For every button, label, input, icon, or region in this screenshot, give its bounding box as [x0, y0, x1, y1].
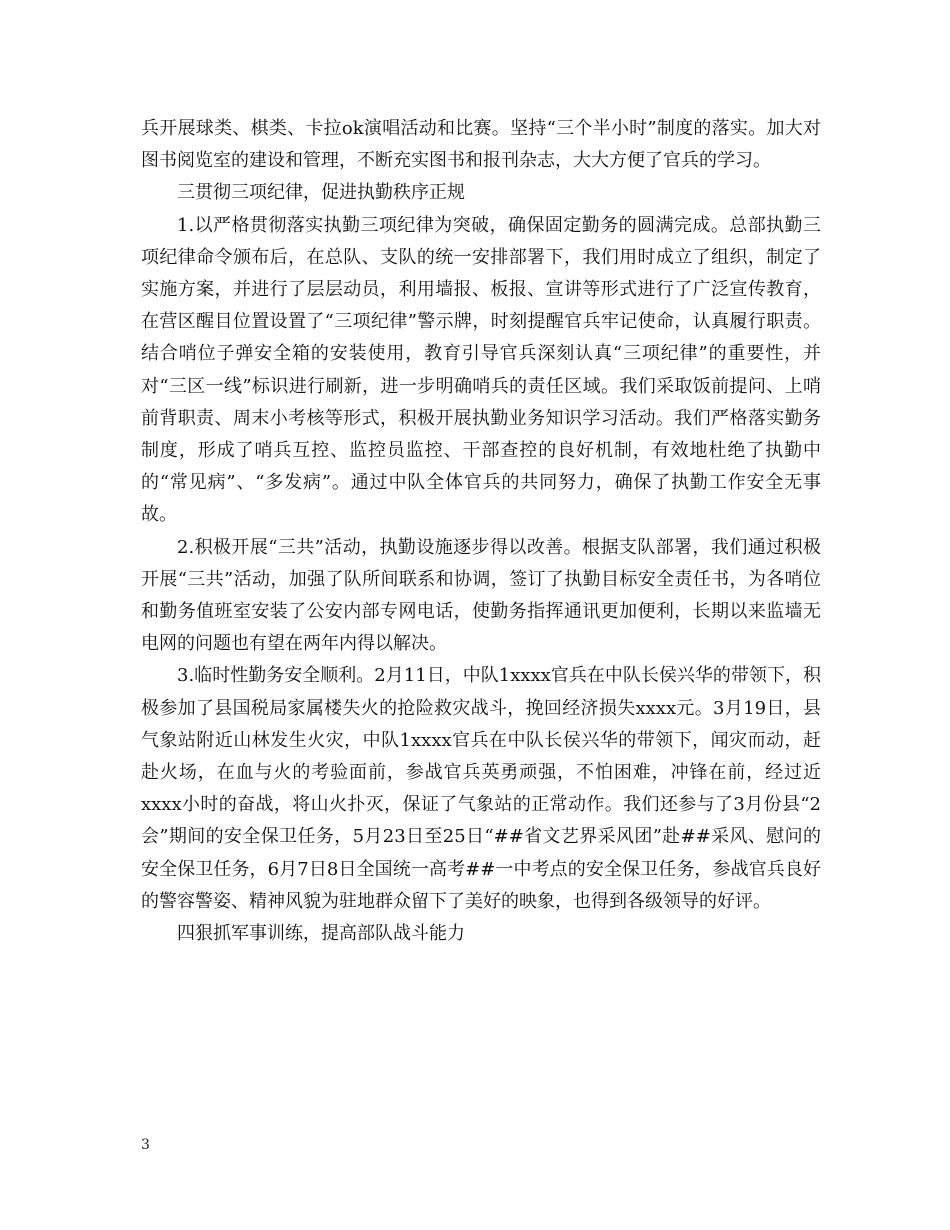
- document-body: [141, 113, 821, 950]
- body-paragraph: 1.以严格贯彻落实执勤三项纪律为突破，确保固定勤务的圆满完成。总部执勤三项纪律命令颁布后，在总队、支队的统一安排部署下，我们用时成立了组织，制定了实施方案，并进行了层层动员，利用墙报、板报、宣讲等形式进行了广泛宣传教育，在营区醒目位置设置了“三项纪律”警示牌，时刻提醒官兵牢记使命，认真履行职责。结合哨位子弹安全箱的安装使用，教育引导官兵深刻认真“三项纪律”的重要性，并对“三区一线”标识进行刷新，进一步明确哨兵的责任区域。我们采取饭前提问、上哨前背职责、周末小考核等形式，积极开展执勤业务知识学习活动。我们严格落实勤务制度，形成了哨兵互控、监控员监控、干部查控的良好机制，有效地杜绝了执勤中的“常见病”、“多发病”。通过中队全体官兵的共同努力，确保了执勤工作安全无事故。: [141, 214, 821, 526]
- paragraph-continuation: 兵开展球类、棋类、卡拉ok演唱活动和比赛。坚持“三个半小时”制度的落实。加大对图书阅览室的建设和管理，不断充实图书和报刊杂志，大大方便了官兵的学习。: [141, 118, 821, 172]
- section-heading: 三贯彻三项纪律，促进执勤秩序正规: [177, 182, 465, 204]
- body-paragraph: 2.积极开展“三共”活动，执勤设施逐步得以改善。根据支队部署，我们通过积极开展“三共”活动，加强了队所间联系和协调，签订了执勤目标安全责任书，为各哨位和勤务值班室安装了公安内部专网电话，使勤务指挥通讯更加便利，长期以来监墙无电网的问题也有望在两年内得以解决。: [141, 536, 821, 655]
- body-paragraph: 3.临时性勤务安全顺利。2月11日，中队1xxxx官兵在中队长侯兴华的带领下，积极参加了县国税局家属楼失火的抢险救灾战斗，挽回经济损失xxxx元。3月19日，县气象站附近山林发生火灾，中队1xxxx官兵在中队长侯兴华的带领下，闻灾而动，赶赴火场，在血与火的考验面前，参战官兵英勇顽强，不怕困难，冲锋在前，经过近xxxx小时的奋战，将山火扑灭，保证了气象站的正常动作。我们还参与了3月份县“2会”期间的安全保卫任务，5月23日至25日“##省文艺界采风团”赴##采风、慰问的安全保卫任务，6月7日8日全国统一高考##一中考点的安全保卫任务，参战官兵良好的警容警姿、精神风貌为驻地群众留下了美好的映象，也得到各级领导的好评。: [141, 665, 821, 912]
- section-heading: 四狠抓军事训练，提高部队战斗能力: [177, 923, 465, 945]
- page-number: 3: [141, 1137, 150, 1153]
